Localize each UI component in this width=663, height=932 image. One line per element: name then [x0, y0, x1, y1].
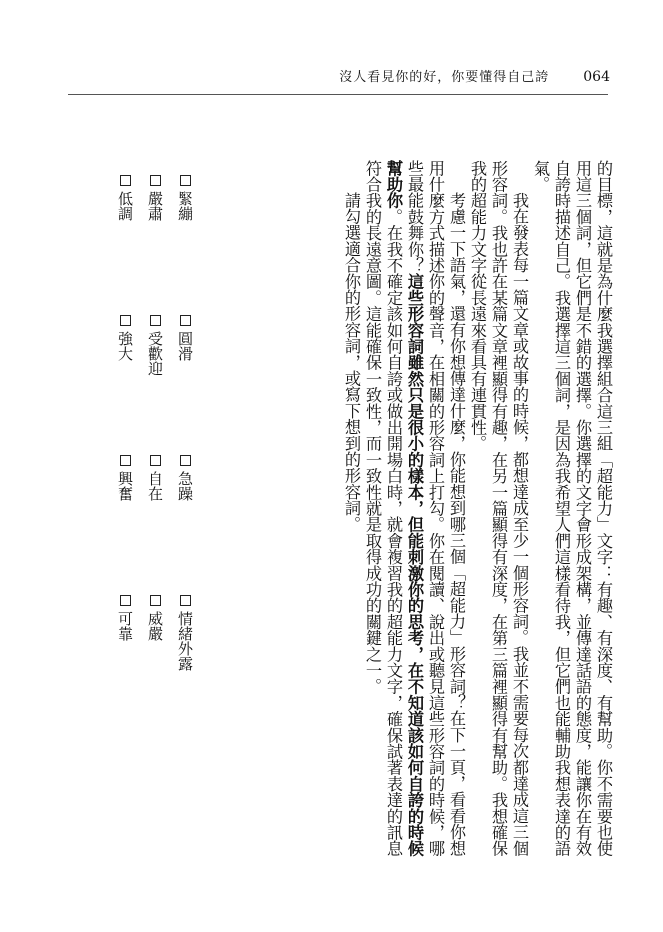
checkbox[interactable] — [180, 315, 191, 326]
checklist-item[interactable] — [140, 455, 170, 595]
checkbox-label: 嚴肅 — [146, 191, 164, 221]
checkbox[interactable] — [180, 455, 191, 466]
checkbox-label: 情緒外露 — [176, 611, 194, 671]
checkbox[interactable] — [180, 595, 191, 606]
checkbox-label: 強大 — [116, 331, 134, 361]
checkbox[interactable] — [150, 455, 161, 466]
checklist-item[interactable] — [170, 175, 200, 315]
checkbox[interactable] — [150, 175, 161, 186]
checkbox[interactable] — [120, 175, 131, 186]
page-header — [330, 66, 610, 86]
checkbox[interactable] — [150, 595, 161, 606]
text-run: 的目標，這就是為什麼我選擇組合這三組「超能力」文字：有趣、有深度、有幫助。你不需要也使用這三個詞，但它們是不錯的選擇。你選擇的文字會形成架構，並傳達話語的態度，能讓你在有效自誇時描述自己。我選擇這三個詞，是因為我希望人們這樣看待我，但它們也能輔助我想表達的語氣。 — [531, 160, 613, 857]
checklist-column — [140, 175, 170, 755]
checklist-item[interactable] — [110, 175, 140, 315]
body-text — [228, 160, 614, 868]
checklist-item[interactable] — [170, 315, 200, 455]
checkbox-label: 自在 — [146, 471, 164, 501]
checkbox[interactable] — [120, 595, 131, 606]
checkbox[interactable] — [180, 175, 191, 186]
checklist-item[interactable] — [110, 315, 140, 455]
paragraph — [467, 160, 530, 868]
checkbox-label: 緊繃 — [176, 191, 194, 221]
checkbox-label: 受歡迎 — [146, 331, 164, 376]
text-run: 請勾選適合你的形容詞，或寫下想到的形容詞。 — [342, 192, 361, 533]
checklist-item[interactable] — [110, 455, 140, 595]
text-run: 。在我不確定該如何自誇或做出開場白時，就會複習我的超能力文字，確保試著表達的訊息符合我的長遠意圖。這能確保一致性，而一致性就是取得成功的關鍵之一。 — [363, 160, 403, 857]
checkbox-label: 興奮 — [116, 471, 134, 501]
running-title: 沒人看見你的好，你要懂得自己誇 — [339, 70, 550, 85]
paragraph — [530, 160, 614, 868]
text-run: 考慮一下語氣，還有你想傳達什麼，你能想到哪三個「超能力」形容詞？在下一頁，看看你想用什麼方式描述你的聲音，在相關的形容詞上打勾。你在閱讀、說出或聽見這些形容詞的時候，哪些最能鼓舞你？ — [405, 160, 466, 857]
checkbox-label: 威嚴 — [146, 611, 164, 641]
checklist-column — [110, 175, 140, 755]
paragraph — [362, 160, 467, 868]
paragraph — [341, 160, 362, 868]
checkbox[interactable] — [150, 315, 161, 326]
emphasis-text: 這些形容詞雖然只是很小的樣本，但能刺激你的思考，在不知道該如何自誇的時候幫助你 — [384, 160, 424, 857]
checkbox-label: 低調 — [116, 191, 134, 221]
checklist-item[interactable] — [170, 595, 200, 735]
page-number: 064 — [583, 69, 610, 85]
adjective-checklist — [80, 175, 200, 755]
checkbox[interactable] — [120, 455, 131, 466]
checklist-item[interactable] — [140, 595, 170, 735]
checkbox-label: 急躁 — [176, 471, 194, 501]
checkbox-label: 可靠 — [116, 611, 134, 641]
checklist-item[interactable] — [110, 595, 140, 735]
checklist-item[interactable] — [140, 315, 170, 455]
text-run: 我在發表每一篇文章或故事的時候，都想達成至少一個形容詞。我並不需要每次都達成這三個形容詞。我也許在某篇文章裡顯得有趣，在另一篇顯得有深度，在第三篇裡顯得有幫助。我想確保我的超能力文字從長遠來看具有連貫性。 — [468, 160, 529, 857]
checkbox[interactable] — [120, 315, 131, 326]
header-rule — [68, 94, 608, 95]
checkbox-label: 圓滑 — [176, 331, 194, 361]
checklist-column — [170, 175, 200, 755]
checklist-item[interactable] — [170, 455, 200, 595]
checklist-item[interactable] — [140, 175, 170, 315]
